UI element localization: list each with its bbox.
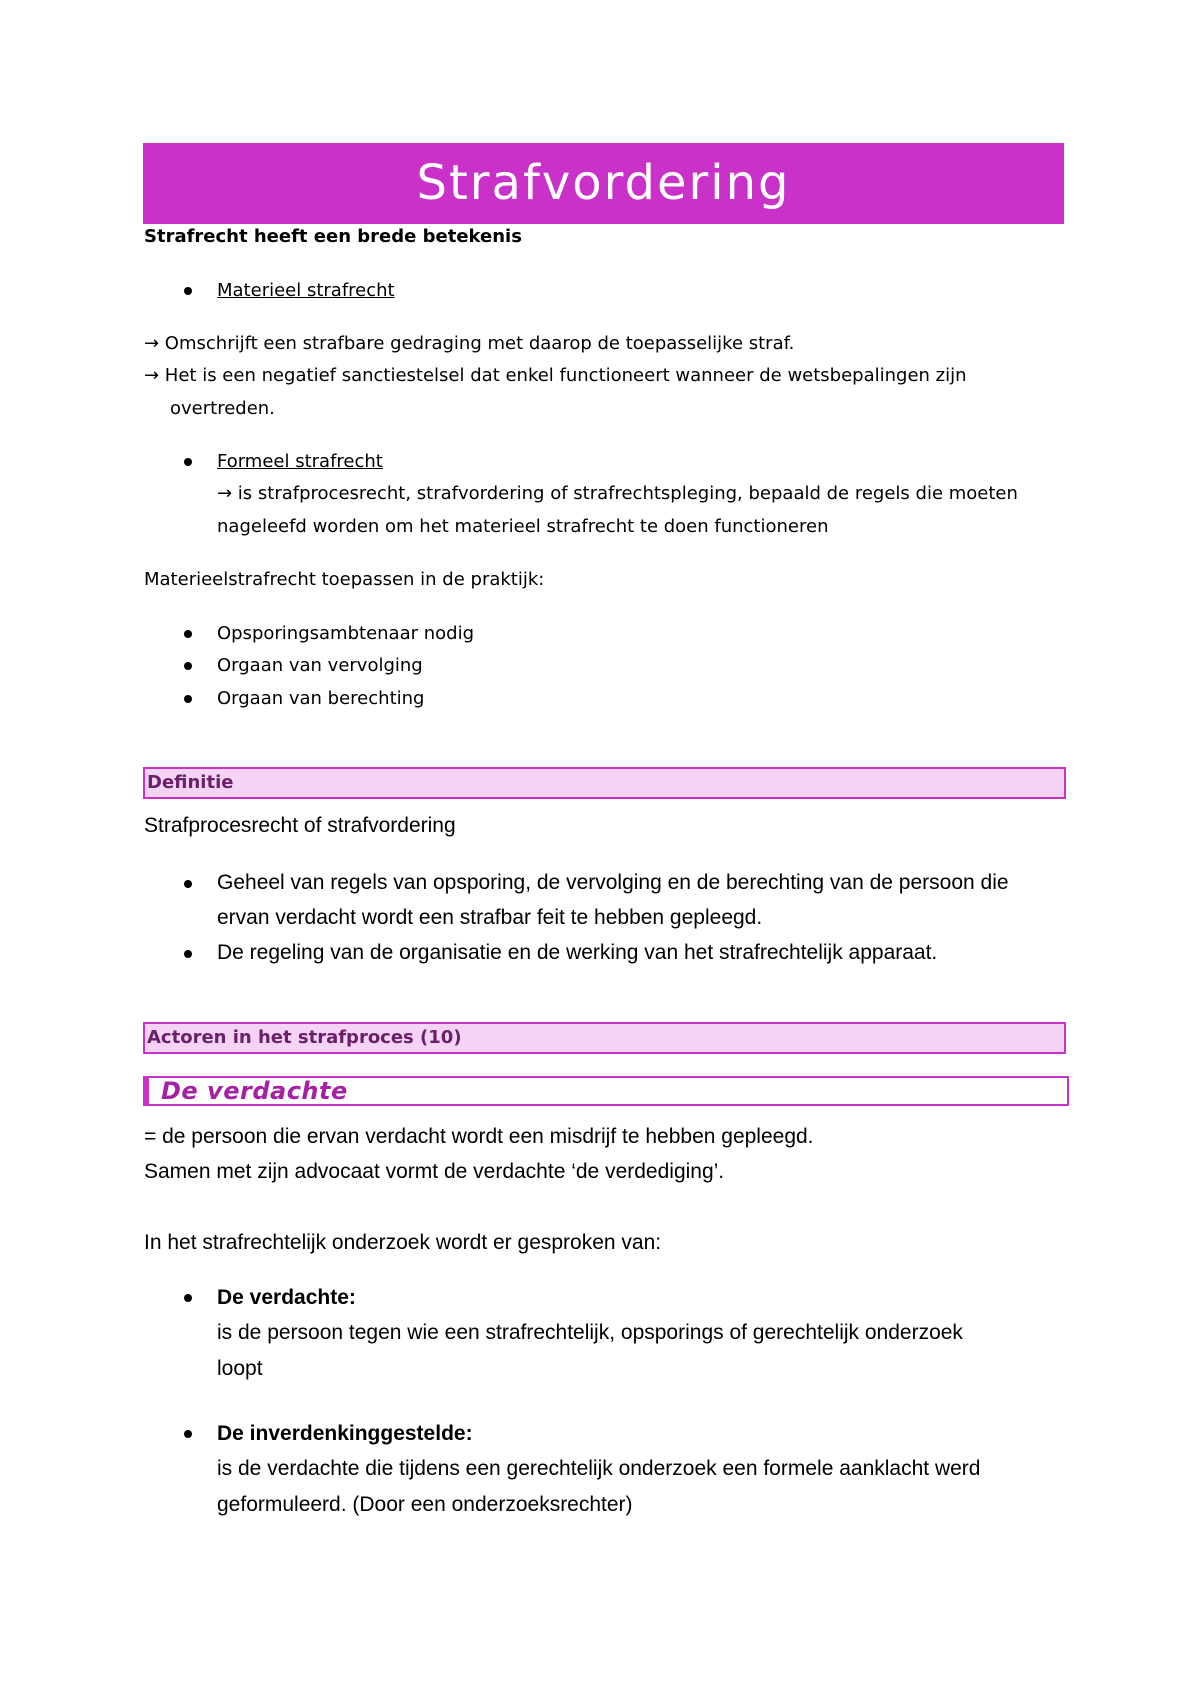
materieel-line-1: → Omschrijft een strafbare gedraging met daarop de toepasselijke straf.: [144, 333, 795, 354]
practice-heading: Materieelstrafrecht toepassen in de praktijk:: [144, 569, 545, 590]
practice-item: Opsporingsambtenaar nodig: [217, 623, 475, 644]
definitie-bullet-1-line-1: Geheel van regels van opsporing, de vervolging en de berechting van de persoon die: [217, 871, 1009, 894]
bullet-icon: [184, 1430, 192, 1438]
bullet-icon: [184, 662, 192, 670]
term-verdachte-line-1: is de persoon tegen wie een strafrechtelijk, opsporings of gerechtelijk onderzoek: [217, 1321, 963, 1344]
materieel-line-3: overtreden.: [170, 398, 275, 419]
materieel-line-2: → Het is een negatief sanctiestelsel dat enkel functioneert wanneer de wetsbepalingen zijn: [144, 365, 967, 386]
definitie-bullet-2: De regeling van de organisatie en de werking van het strafrechtelijk apparaat.: [217, 941, 938, 964]
term-inverdenkinggestelde-line-2: geformuleerd. (Door een onderzoeksrechter): [217, 1493, 633, 1516]
practice-item: Orgaan van berechting: [217, 688, 425, 709]
formeel-strafrecht-label: Formeel strafrecht: [217, 451, 383, 472]
definitie-section-header: Definitie: [143, 767, 1066, 799]
practice-item: Orgaan van vervolging: [217, 655, 423, 676]
bullet-icon: [184, 630, 192, 638]
term-verdachte: De verdachte:: [217, 1286, 356, 1309]
bullet-icon: [184, 695, 192, 703]
verdachte-subheading: [143, 1076, 1069, 1106]
term-inverdenkinggestelde: De inverdenkinggestelde:: [217, 1422, 473, 1445]
actoren-section-header: Actoren in het strafproces (10): [143, 1022, 1066, 1054]
term-inverdenkinggestelde-line-1: is de verdachte die tijdens een gerechtelijk onderzoek een formele aanklacht werd: [217, 1457, 981, 1480]
definitie-heading: Strafprocesrecht of strafvordering: [144, 814, 456, 837]
verdachte-line-1: = de persoon die ervan verdacht wordt een misdrijf te hebben gepleegd.: [144, 1125, 814, 1148]
materieel-strafrecht-label: Materieel strafrecht: [217, 280, 395, 301]
bullet-icon: [184, 950, 192, 958]
formeel-line-2: nageleefd worden om het materieel strafrecht te doen functioneren: [217, 516, 829, 537]
document-title: Strafvordering: [143, 143, 1064, 224]
term-verdachte-line-2: loopt: [217, 1357, 263, 1380]
intro-heading: Strafrecht heeft een brede betekenis: [144, 226, 522, 247]
bullet-icon: [184, 880, 192, 888]
onderzoek-intro: In het strafrechtelijk onderzoek wordt er gesproken van:: [144, 1231, 662, 1254]
bullet-icon: [184, 1294, 192, 1302]
bullet-icon: [184, 458, 192, 466]
verdachte-subheading-text: De verdachte: [161, 1077, 348, 1105]
bullet-icon: [184, 287, 192, 295]
verdachte-line-2: Samen met zijn advocaat vormt de verdachte ‘de verdediging’.: [144, 1160, 725, 1183]
formeel-line-1: → is strafprocesrecht, strafvordering of strafrechtspleging, bepaald de regels die moeten: [217, 483, 1018, 504]
definitie-bullet-1-line-2: ervan verdacht wordt een strafbar feit te hebben gepleegd.: [217, 906, 763, 929]
